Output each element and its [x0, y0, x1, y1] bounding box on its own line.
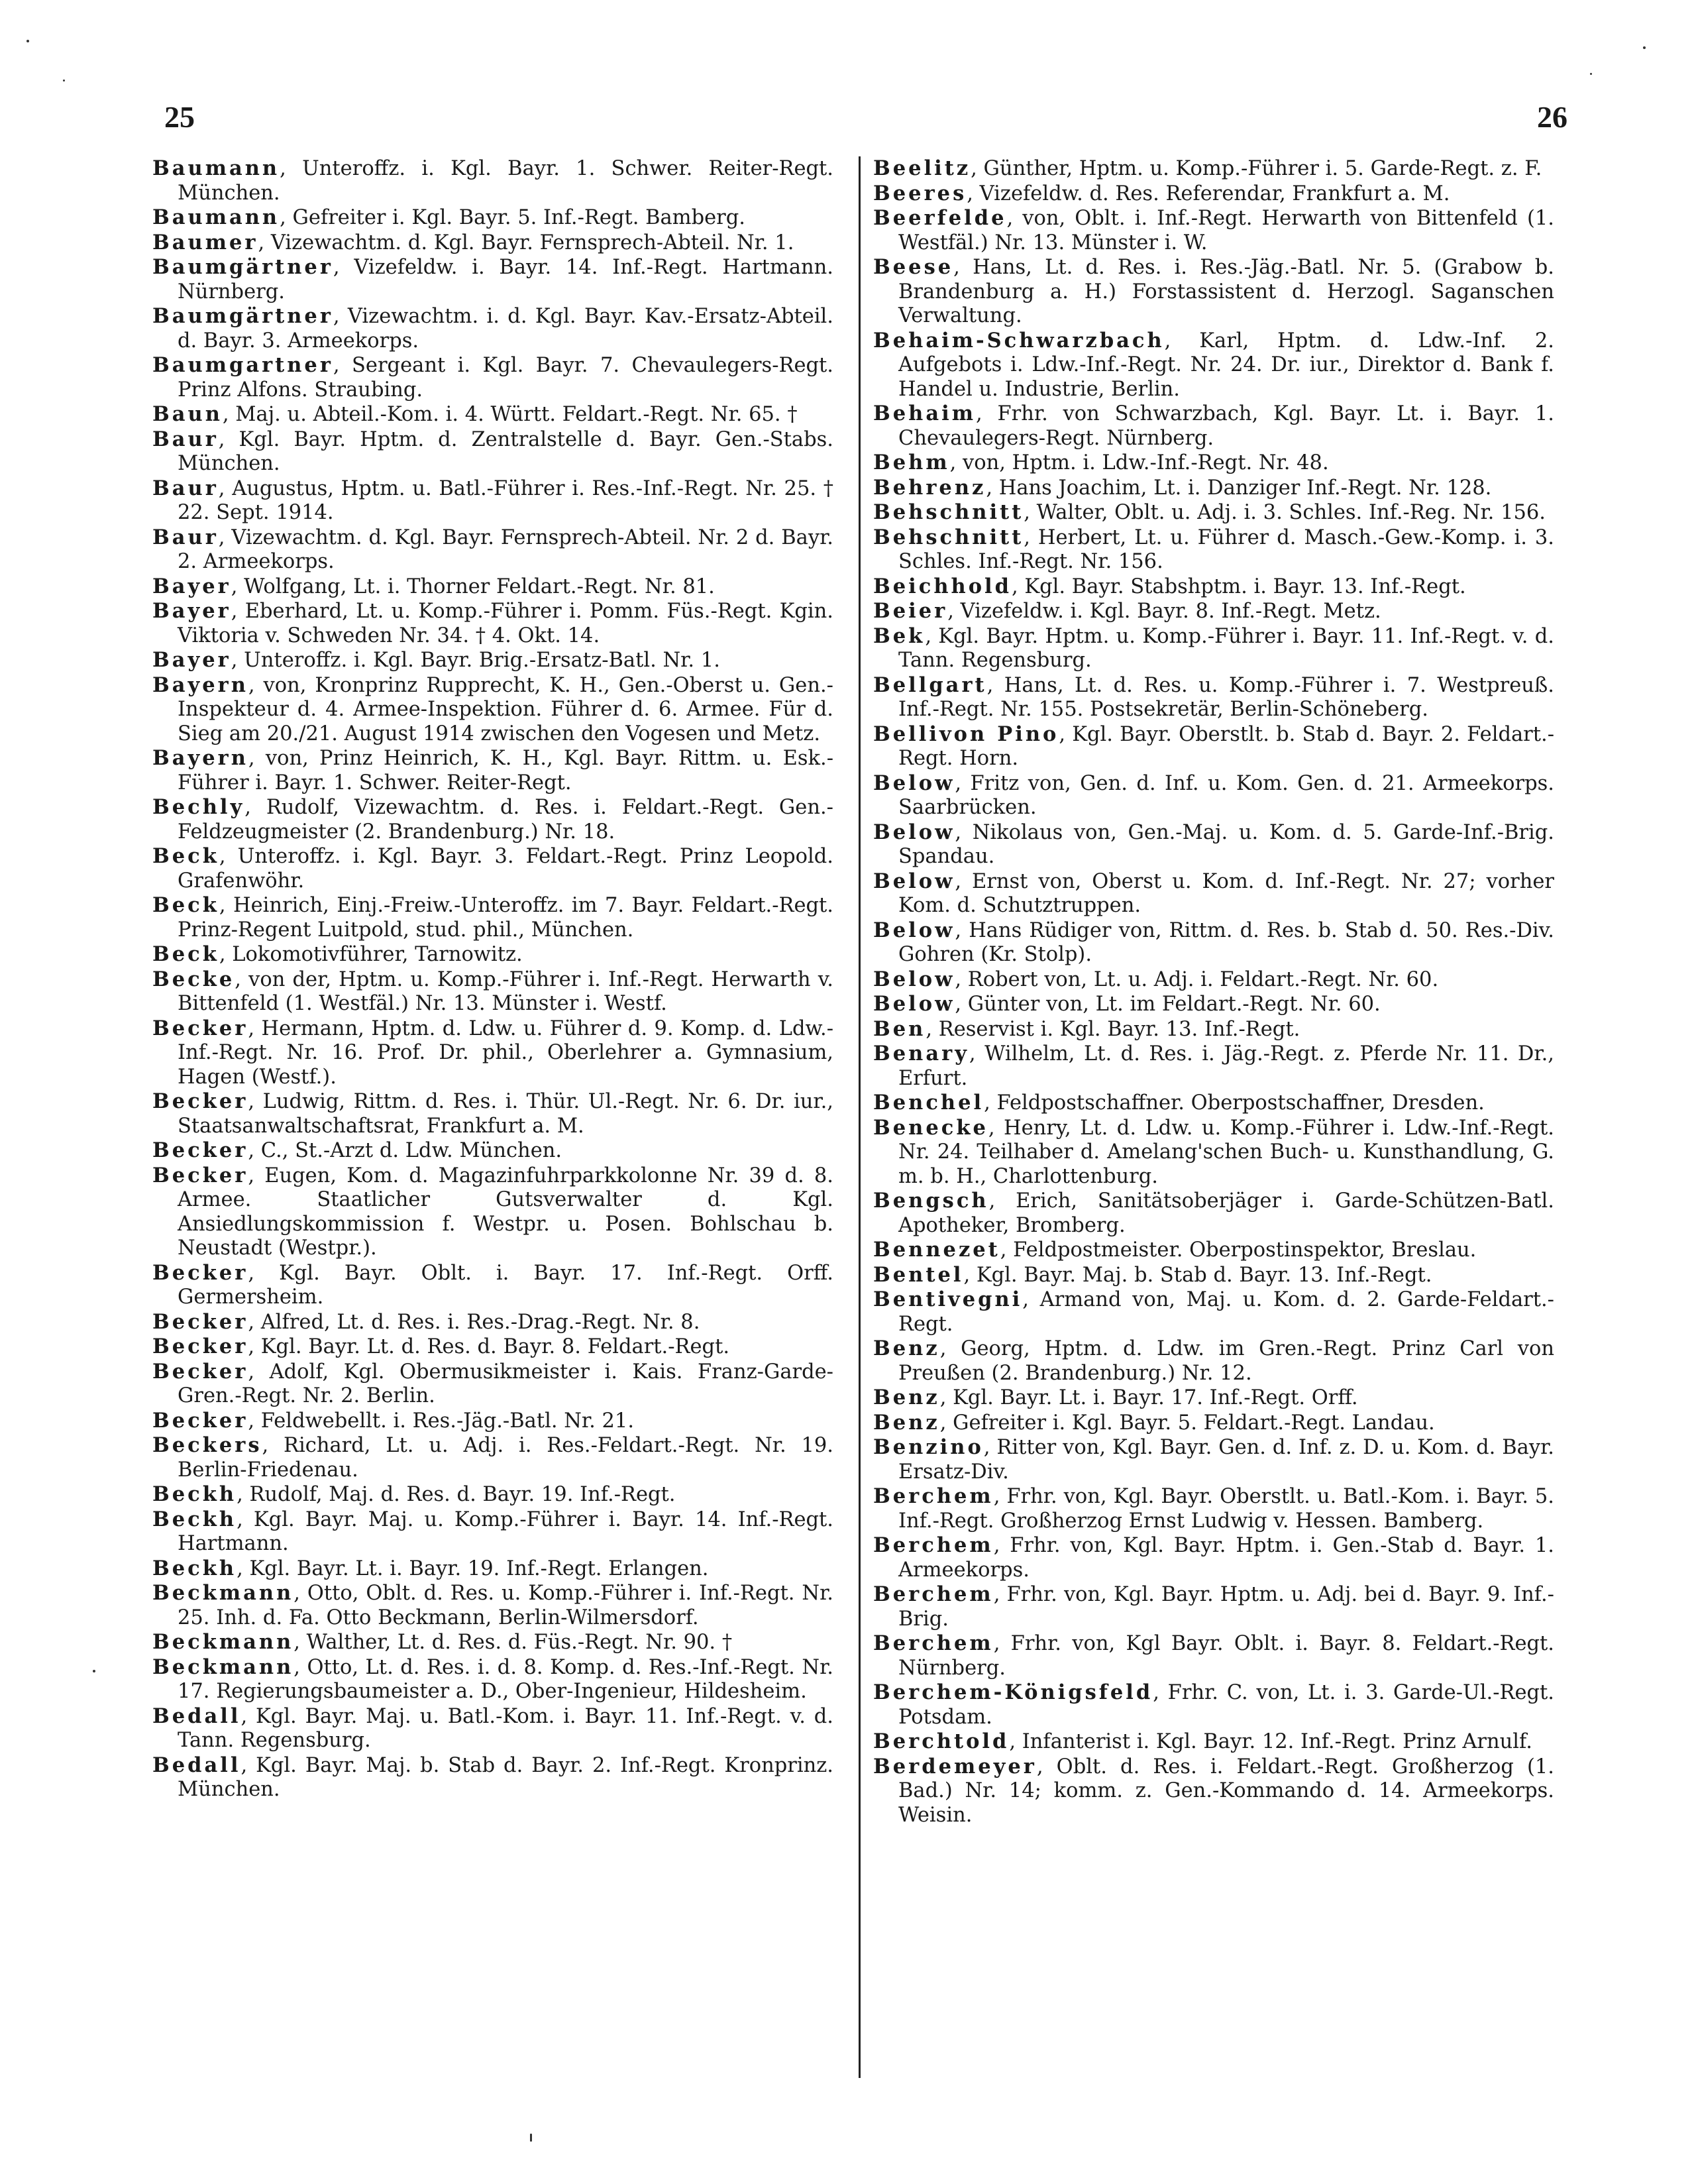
- entry-surname: Bedall: [152, 1753, 241, 1777]
- directory-entry: [873, 967, 1554, 993]
- entry-details: , Kgl. Bayr. Maj. b. Stab d. Bayr. 13. Inf.-Regt.: [963, 1263, 1432, 1287]
- directory-entry: [152, 795, 833, 844]
- entry-surname: Beckh: [152, 1507, 237, 1531]
- entry-surname: Berchem: [873, 1533, 994, 1557]
- entry-surname: Beckh: [152, 1482, 237, 1506]
- print-speck: [530, 2134, 532, 2142]
- directory-entry: [152, 746, 833, 795]
- entry-details: , Kgl. Bayr. Oblt. i. Bayr. 17. Inf.-Regt. Orff. Germersheim.: [178, 1261, 833, 1309]
- directory-entry: [152, 1310, 833, 1335]
- directory-entry: [152, 574, 833, 600]
- entry-details: , Hermann, Hptm. d. Ldw. u. Führer d. 9. Komp. d. Ldw.-Inf.-Regt. Nr. 16. Prof. Dr. phil., Oberlehrer a. Gymnasium, Hagen (Westf.).: [178, 1016, 833, 1089]
- directory-entry: [873, 820, 1554, 869]
- entry-surname: Berchem-Königsfeld: [873, 1680, 1153, 1704]
- entry-surname: Bayern: [152, 673, 248, 697]
- entry-surname: Baumann: [152, 156, 280, 180]
- entry-surname: Berchem: [873, 1582, 994, 1606]
- entry-details: , von, Prinz Heinrich, K. H., Kgl. Bayr. Rittm. u. Esk.-Führer i. Bayr. 1. Schwer. Reiter-Regt.: [178, 747, 833, 794]
- directory-entry: [873, 451, 1554, 476]
- entry-details: , Unteroffz. i. Kgl. Bayr. 1. Schwer. Reiter-Regt. München.: [178, 157, 833, 205]
- entry-surname: Becker: [152, 1089, 248, 1113]
- left-column: [152, 156, 833, 1802]
- directory-entry: [152, 1581, 833, 1630]
- entry-details: , Nikolaus von, Gen.-Maj. u. Kom. d. 5. Garde-Inf.-Brig. Spandau.: [898, 820, 1554, 868]
- entry-surname: Below: [873, 967, 955, 991]
- right-column: [873, 156, 1554, 1828]
- directory-entry: [152, 304, 833, 353]
- directory-entry: [873, 1091, 1554, 1116]
- entry-details: , Otto, Lt. d. Res. i. d. 8. Komp. d. Res.-Inf.-Regt. Nr. 17. Regierungsbaumeister a. D., Ober-Ingenieur, Hildesheim.: [178, 1655, 833, 1703]
- directory-entry: [873, 1017, 1554, 1042]
- entry-details: , Kgl. Bayr. Maj. u. Komp.-Führer i. Bayr. 14. Inf.-Regt. Hartmann.: [178, 1507, 833, 1555]
- entry-details: , Infanterist i. Kgl. Bayr. 12. Inf.-Regt. Prinz Arnulf.: [1009, 1730, 1532, 1753]
- entry-surname: Beck: [152, 893, 219, 917]
- entry-surname: Bayern: [152, 746, 248, 770]
- entry-details: , Wolfgang, Lt. i. Thorner Feldart.-Regt. Nr. 81.: [231, 574, 715, 598]
- print-speck: [93, 1670, 95, 1672]
- entry-details: , Gefreiter i. Kgl. Bayr. 5. Feldart.-Regt. Landau.: [939, 1411, 1435, 1435]
- directory-entry: [873, 255, 1554, 329]
- entry-details: , Rudolf, Maj. d. Res. d. Bayr. 19. Inf.-Regt.: [237, 1483, 676, 1506]
- entry-details: , Frhr. von Schwarzbach, Kgl. Bayr. Lt. i. Bayr. 1. Chevaulegers-Regt. Nürnberg.: [898, 402, 1554, 450]
- entry-details: , Vizewachtm. d. Kgl. Bayr. Fernsprech-Abteil. Nr. 2 d. Bayr. 2. Armeekorps.: [178, 525, 833, 573]
- entry-details: , von, Oblt. i. Inf.-Regt. Herwarth von Bittenfeld (1. Westfäl.) Nr. 13. Münster i. W.: [898, 207, 1554, 254]
- directory-entry: [873, 1435, 1554, 1484]
- entry-surname: Berchem: [873, 1631, 994, 1655]
- entry-surname: Behaim: [873, 402, 976, 425]
- entry-surname: Benecke: [873, 1115, 988, 1140]
- directory-entry: [873, 599, 1554, 624]
- entry-surname: Beichhold: [873, 574, 1012, 598]
- directory-entry: [152, 525, 833, 574]
- entry-details: , Eugen, Kom. d. Magazinfuhrparkkolonne Nr. 39 d. 8. Armee. Staatlicher Gutsverwalter d. Kgl. Ansiedlungskommission f. Westpr. u. Posen. Bohlschau b. Neustadt (Westpr.).: [178, 1164, 833, 1260]
- directory-entry: [873, 1484, 1554, 1533]
- entry-surname: Ben: [873, 1016, 926, 1041]
- entry-details: , Frhr. von, Kgl. Bayr. Hptm. i. Gen.-Stab d. Bayr. 1. Armeekorps.: [898, 1534, 1554, 1582]
- entry-details: , Armand von, Maj. u. Kom. d. 2. Garde-Feldart.-Regt.: [898, 1288, 1554, 1336]
- entry-surname: Below: [873, 869, 955, 893]
- entry-details: , Kgl. Bayr. Lt. i. Bayr. 19. Inf.-Regt. Erlangen.: [237, 1556, 709, 1580]
- entry-surname: Baur: [152, 427, 219, 451]
- column-divider: [859, 156, 861, 2078]
- entry-details: , Otto, Oblt. d. Res. u. Komp.-Führer i. Inf.-Regt. Nr. 25. Inh. d. Fa. Otto Beckmann, Berlin-Wilmersdorf.: [178, 1582, 833, 1629]
- directory-entry: [152, 1164, 833, 1261]
- entry-surname: Beese: [873, 255, 954, 279]
- entry-details: , Maj. u. Abteil.-Kom. i. 4. Württ. Feldart.-Regt. Nr. 65. †: [222, 403, 798, 426]
- entry-surname: Beckh: [152, 1556, 237, 1580]
- entry-details: , Erich, Sanitätsoberjäger i. Garde-Schützen-Batl. Apotheker, Bromberg.: [898, 1189, 1554, 1237]
- directory-entry: [873, 1189, 1554, 1238]
- directory-entry: [873, 771, 1554, 820]
- directory-entry: [873, 869, 1554, 918]
- entry-details: , Vizefeldw. d. Res. Referendar, Frankfurt a. M.: [967, 182, 1450, 205]
- entry-surname: Benz: [873, 1410, 940, 1435]
- directory-entry: [873, 1411, 1554, 1436]
- entry-surname: Bennezet: [873, 1238, 1000, 1262]
- entry-surname: Beeres: [873, 181, 967, 205]
- entry-surname: Baur: [152, 476, 219, 500]
- directory-entry: [152, 353, 833, 402]
- directory-entry: [152, 1630, 833, 1655]
- directory-entry: [873, 402, 1554, 451]
- directory-entry: [873, 574, 1554, 600]
- directory-entry: [152, 1261, 833, 1310]
- entry-surname: Baun: [152, 402, 223, 426]
- entry-surname: Bellivon Pino: [873, 722, 1059, 746]
- entry-details: , Georg, Hptm. d. Ldw. im Gren.-Regt. Prinz Carl von Preußen (2. Brandenburg.) Nr. 12.: [898, 1337, 1554, 1385]
- directory-entry: [152, 1138, 833, 1164]
- entry-surname: Bechly: [152, 795, 245, 819]
- entry-details: , C., St.-Arzt d. Ldw. München.: [248, 1139, 562, 1162]
- directory-entry: [873, 624, 1554, 673]
- entry-surname: Becker: [152, 1138, 248, 1162]
- entry-details: , Reservist i. Kgl. Bayr. 13. Inf.-Regt.: [926, 1017, 1300, 1041]
- entry-details: , Adolf, Kgl. Obermusikmeister i. Kais. Franz-Garde-Gren.-Regt. Nr. 2. Berlin.: [178, 1360, 833, 1407]
- directory-entry: [152, 893, 833, 942]
- entry-details: , Kgl. Bayr. Lt. i. Bayr. 17. Inf.-Regt. Orff.: [939, 1386, 1358, 1409]
- entry-details: , Unteroffz. i. Kgl. Bayr. Brig.-Ersatz-Batl. Nr. 1.: [231, 649, 720, 672]
- entry-surname: Behrenz: [873, 475, 986, 500]
- directory-entry: [152, 1335, 833, 1360]
- entry-details: , Hans Rüdiger von, Rittm. d. Res. b. Stab d. 50. Res.-Div. Gohren (Kr. Stolp).: [898, 918, 1554, 966]
- directory-entry: [873, 329, 1554, 402]
- entry-surname: Bellgart: [873, 673, 987, 697]
- entry-surname: Beier: [873, 599, 948, 623]
- entry-surname: Beckmann: [152, 1581, 294, 1605]
- directory-entry: [873, 1631, 1554, 1680]
- entry-details: , Frhr. von, Kgl Bayr. Oblt. i. Bayr. 8. Feldart.-Regt. Nürnberg.: [898, 1632, 1554, 1680]
- entry-surname: Becker: [152, 1359, 248, 1384]
- entry-surname: Below: [873, 820, 955, 844]
- entry-surname: Beckmann: [152, 1630, 294, 1654]
- directory-entry: [152, 1704, 833, 1753]
- directory-entry: [152, 1089, 833, 1138]
- directory-entry: [152, 1655, 833, 1704]
- entry-details: , Ritter von, Kgl. Bayr. Gen. d. Inf. z. D. u. Kom. d. Bayr. Ersatz-Div.: [898, 1436, 1554, 1484]
- entry-surname: Baur: [152, 525, 219, 549]
- entry-surname: Beckmann: [152, 1655, 294, 1679]
- entry-details: , Frhr. C. von, Lt. i. 3. Garde-Ul.-Regt. Potsdam.: [898, 1681, 1554, 1729]
- entry-details: , Feldwebellt. i. Res.-Jäg.-Batl. Nr. 21.: [248, 1409, 635, 1433]
- entry-details: , Wilhelm, Lt. d. Res. i. Jäg.-Regt. z. Pferde Nr. 11. Dr., Erfurt.: [898, 1042, 1554, 1090]
- entry-details: , Hans Joachim, Lt. i. Danziger Inf.-Regt. Nr. 128.: [986, 476, 1492, 500]
- entry-details: , Hans, Lt. d. Res. i. Res.-Jäg.-Batl. Nr. 5. (Grabow b. Brandenburg a. H.) Forstassistent d. Herzogl. Saganschen Verwaltung.: [898, 256, 1554, 327]
- directory-entry: [152, 427, 833, 476]
- entry-details: , Ludwig, Rittm. d. Res. i. Thür. Ul.-Regt. Nr. 6. Dr. iur., Staatsanwaltschaftsrat, Frankfurt a. M.: [178, 1090, 833, 1138]
- entry-details: , Feldpostschaffner. Oberpostschaffner, Dresden.: [984, 1091, 1485, 1115]
- right-page-number: 26: [1537, 100, 1567, 134]
- entry-surname: Beck: [152, 844, 219, 868]
- entry-details: , Heinrich, Einj.-Freiw.-Unteroffz. im 7. Bayr. Feldart.-Regt. Prinz-Regent Luitpold, stud. phil., München.: [178, 894, 833, 942]
- entry-surname: Beck: [152, 942, 219, 966]
- entry-surname: Becker: [152, 1260, 248, 1285]
- directory-entry: [152, 967, 833, 1016]
- directory-entry: [152, 648, 833, 673]
- entry-details: , Kgl. Bayr. Stabshptm. i. Bayr. 13. Inf.-Regt.: [1011, 574, 1466, 598]
- entry-details: , von, Hptm. i. Ldw.-Inf.-Regt. Nr. 48.: [949, 451, 1329, 474]
- directory-entry: [152, 599, 833, 648]
- entry-surname: Bedall: [152, 1704, 241, 1728]
- directory-entry: [873, 1582, 1554, 1631]
- entry-details: , Vizewachtm. d. Kgl. Bayr. Fernsprech-Abteil. Nr. 1.: [258, 231, 794, 254]
- entry-surname: Becker: [152, 1163, 248, 1187]
- entry-surname: Berchtold: [873, 1729, 1010, 1753]
- entry-details: , Herbert, Lt. u. Führer d. Masch.-Gew.-Komp. i. 3. Schles. Inf.-Regt. Nr. 156.: [898, 525, 1554, 573]
- print-speck: [1590, 73, 1592, 75]
- entry-details: , Kgl. Bayr. Lt. d. Res. d. Bayr. 8. Feldart.-Regt.: [248, 1335, 730, 1358]
- directory-entry: [873, 500, 1554, 525]
- entry-surname: Beelitz: [873, 156, 971, 180]
- directory-entry: [873, 1386, 1554, 1411]
- entry-details: , Günter von, Lt. im Feldart.-Regt. Nr. 60.: [955, 993, 1381, 1016]
- entry-details: , Gefreiter i. Kgl. Bayr. 5. Inf.-Regt. Bamberg.: [280, 206, 745, 229]
- entry-details: , Eberhard, Lt. u. Komp.-Führer i. Pomm. Füs.-Regt. Kgin. Viktoria v. Schweden Nr. 34. † 4. Okt. 14.: [178, 600, 833, 647]
- entry-details: , Vizefeldw. i. Bayr. 14. Inf.-Regt. Hartmann. Nürnberg.: [178, 256, 833, 303]
- directory-entry: [152, 205, 833, 231]
- entry-details: , Kgl. Bayr. Hptm. u. Komp.-Führer i. Bayr. 11. Inf.-Regt. v. d. Tann. Regensburg.: [898, 624, 1554, 672]
- entry-surname: Beerfelde: [873, 206, 1007, 230]
- print-speck: [1643, 46, 1646, 49]
- entry-details: , Kgl. Bayr. Maj. u. Batl.-Kom. i. Bayr. 11. Inf.-Regt. v. d. Tann. Regensburg.: [178, 1704, 833, 1752]
- directory-entry: [873, 1238, 1554, 1263]
- directory-entry: [152, 1482, 833, 1507]
- directory-entry: [873, 525, 1554, 574]
- entry-surname: Bayer: [152, 648, 231, 672]
- entry-details: , Frhr. von, Kgl. Bayr. Oberstlt. u. Batl.-Kom. i. Bayr. 5. Inf.-Regt. Großherzog Ernst Ludwig v. Hessen. Bamberg.: [898, 1485, 1554, 1533]
- entry-details: , Henry, Lt. d. Ldw. u. Komp.-Führer i. Ldw.-Inf.-Regt. Nr. 24. Teilhaber d. Amelang'schen Buch- u. Kunsthandlung, G. m. b. H., Charlottenburg.: [898, 1116, 1554, 1188]
- entry-surname: Bayer: [152, 574, 231, 598]
- entry-details: , von der, Hptm. u. Komp.-Führer i. Inf.-Regt. Herwarth v. Bittenfeld (1. Westfäl.) Nr. 13. Münster i. Westf.: [178, 967, 833, 1015]
- directory-entry: [873, 1729, 1554, 1755]
- directory-entry: [152, 1409, 833, 1434]
- entry-details: , Unteroffz. i. Kgl. Bayr. 3. Feldart.-Regt. Prinz Leopold. Grafenwöhr.: [178, 845, 833, 893]
- entry-surname: Bek: [873, 624, 926, 648]
- entry-surname: Behschnitt: [873, 525, 1024, 549]
- entry-details: , Richard, Lt. u. Adj. i. Res.-Feldart.-Regt. Nr. 19. Berlin-Friedenau.: [178, 1434, 833, 1482]
- entry-surname: Benary: [873, 1042, 969, 1065]
- directory-entry: [152, 156, 833, 205]
- directory-entry: [152, 231, 833, 256]
- entry-details: , Fritz von, Gen. d. Inf. u. Kom. Gen. d. 21. Armeekorps. Saarbrücken.: [898, 771, 1554, 819]
- entry-details: , Walter, Oblt. u. Adj. i. 3. Schles. Inf.-Reg. Nr. 156.: [1024, 501, 1546, 524]
- directory-entry: [152, 1753, 833, 1802]
- print-speck: [26, 40, 29, 42]
- entry-details: , Kgl. Bayr. Maj. b. Stab d. Bayr. 2. Inf.-Regt. Kronprinz. München.: [178, 1753, 833, 1801]
- directory-entry: [873, 918, 1554, 967]
- entry-surname: Bengsch: [873, 1189, 989, 1213]
- entry-details: , Lokomotivführer, Tarnowitz.: [219, 943, 523, 966]
- print-speck: [63, 80, 65, 82]
- entry-details: , Ernst von, Oberst u. Kom. d. Inf.-Regt. Nr. 27; vorher Kom. d. Schutztruppen.: [898, 869, 1554, 917]
- entry-surname: Berdemeyer: [873, 1754, 1037, 1778]
- entry-details: , Frhr. von, Kgl. Bayr. Hptm. u. Adj. bei d. Bayr. 9. Inf.-Brig.: [898, 1583, 1554, 1631]
- entry-surname: Below: [873, 992, 955, 1016]
- directory-entry: [873, 1337, 1554, 1386]
- directory-entry: [152, 402, 833, 427]
- entry-details: , Robert von, Lt. u. Adj. i. Feldart.-Regt. Nr. 60.: [955, 967, 1439, 991]
- directory-entry: [873, 1680, 1554, 1729]
- entry-surname: Benzino: [873, 1435, 984, 1459]
- directory-entry: [152, 255, 833, 304]
- directory-entry: [873, 1755, 1554, 1828]
- entry-surname: Baumann: [152, 205, 280, 229]
- entry-details: , Rudolf, Vizewachtm. d. Res. i. Feldart.-Regt. Gen.-Feldzeugmeister (2. Brandenburg.) Nr. 18.: [178, 796, 833, 844]
- entry-details: , Feldpostmeister. Oberpostinspektor, Breslau.: [1000, 1238, 1477, 1262]
- entry-surname: Bentivegni: [873, 1287, 1023, 1311]
- directory-entry: [152, 1556, 833, 1582]
- directory-entry: [873, 156, 1554, 182]
- entry-details: , Günther, Hptm. u. Komp.-Führer i. 5. Garde-Regt. z. F.: [971, 157, 1542, 180]
- entry-details: , von, Kronprinz Rupprecht, K. H., Gen.-Oberst u. Gen.-Inspekteur d. 4. Armee-Inspektion. Führer d. 6. Armee. Für d. Sieg am 20./21. August 1914 zwischen den Vogesen und Metz.: [178, 673, 833, 745]
- entry-surname: Benz: [873, 1386, 940, 1409]
- entry-details: , Vizewachtm. i. d. Kgl. Bayr. Kav.-Ersatz-Abteil. d. Bayr. 3. Armeekorps.: [178, 305, 833, 353]
- directory-entry: [152, 1016, 833, 1090]
- directory-entry: [152, 673, 833, 747]
- entry-details: , Kgl. Bayr. Hptm. d. Zentralstelle d. Bayr. Gen.-Stabs. München.: [178, 427, 833, 475]
- entry-surname: Bayer: [152, 599, 231, 623]
- entry-surname: Beckers: [152, 1433, 262, 1457]
- directory-entry: [873, 1042, 1554, 1091]
- directory-entry: [152, 942, 833, 967]
- entry-details: , Sergeant i. Kgl. Bayr. 7. Chevaulegers-Regt. Prinz Alfons. Straubing.: [178, 354, 833, 402]
- entry-details: , Hans, Lt. d. Res. u. Komp.-Führer i. 7. Westpreuß. Inf.-Regt. Nr. 155. Postsekretär, Berlin-Schöneberg.: [898, 673, 1554, 721]
- entry-details: , Walther, Lt. d. Res. d. Füs.-Regt. Nr. 90. †: [293, 1631, 733, 1654]
- entry-surname: Berchem: [873, 1484, 994, 1508]
- entry-surname: Behschnitt: [873, 500, 1024, 524]
- directory-entry: [873, 992, 1554, 1017]
- entry-surname: Below: [873, 918, 955, 942]
- entry-surname: Baumgartner: [152, 353, 333, 377]
- directory-entry: [873, 722, 1554, 771]
- entry-details: , Oblt. d. Res. i. Feldart.-Regt. Großherzog (1. Bad.) Nr. 14; komm. z. Gen.-Kommando d. 14. Armeekorps. Weisin.: [898, 1755, 1554, 1827]
- directory-entry: [152, 844, 833, 893]
- entry-surname: Becker: [152, 1335, 248, 1358]
- entry-surname: Baumgärtner: [152, 255, 333, 279]
- directory-entry: [873, 1533, 1554, 1582]
- entry-surname: Behaim-Schwarzbach: [873, 328, 1165, 353]
- directory-entry: [873, 182, 1554, 207]
- directory-entry: [873, 673, 1554, 722]
- directory-entry: [873, 1263, 1554, 1288]
- entry-details: , Kgl. Bayr. Oberstlt. b. Stab d. Bayr. 2. Feldart.-Regt. Horn.: [898, 722, 1555, 770]
- entry-surname: Baumgärtner: [152, 304, 333, 328]
- directory-entry: [152, 1507, 833, 1556]
- directory-entry: [873, 476, 1554, 501]
- entry-details: , Karl, Hptm. d. Ldw.-Inf. 2. Aufgebots i. Ldw.-Inf.-Regt. Nr. 24. Dr. iur., Direktor d. Bank f. Handel u. Industrie, Berlin.: [898, 329, 1554, 401]
- directory-entry: [873, 206, 1554, 255]
- entry-details: , Augustus, Hptm. u. Batl.-Führer i. Res.-Inf.-Regt. Nr. 25. † 22. Sept. 1914.: [178, 476, 833, 524]
- entry-details: , Alfred, Lt. d. Res. i. Res.-Drag.-Regt. Nr. 8.: [248, 1310, 700, 1334]
- entry-surname: Benchel: [873, 1091, 984, 1115]
- directory-entry: [152, 1360, 833, 1409]
- entry-surname: Baumer: [152, 230, 258, 254]
- entry-surname: Becker: [152, 1016, 248, 1040]
- entry-surname: Becker: [152, 1408, 248, 1433]
- directory-entry: [152, 476, 833, 525]
- directory-entry: [873, 1116, 1554, 1189]
- entry-surname: Behm: [873, 451, 950, 474]
- entry-surname: Becke: [152, 967, 235, 991]
- entry-surname: Becker: [152, 1309, 248, 1334]
- entry-surname: Benz: [873, 1337, 940, 1360]
- directory-entry: [873, 1287, 1554, 1337]
- entry-details: , Vizefeldw. i. Kgl. Bayr. 8. Inf.-Regt. Metz.: [947, 600, 1381, 623]
- entry-surname: Bentel: [873, 1262, 964, 1287]
- left-page-number: 25: [164, 100, 195, 134]
- directory-entry: [152, 1433, 833, 1482]
- entry-surname: Below: [873, 771, 955, 795]
